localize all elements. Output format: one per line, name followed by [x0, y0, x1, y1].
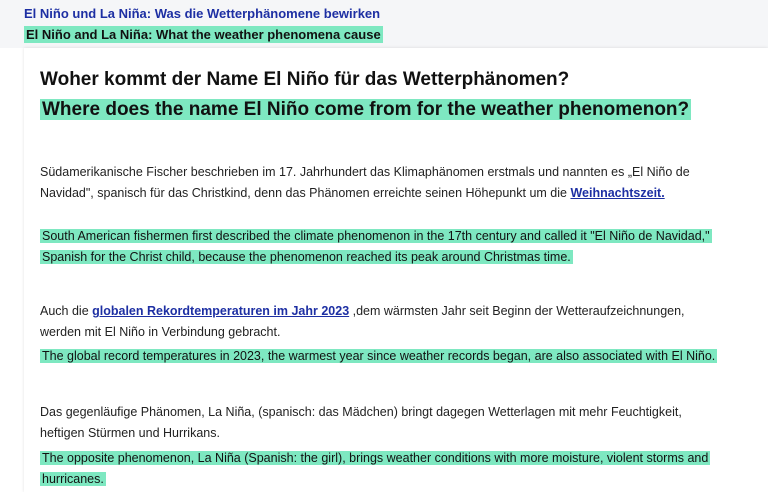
paragraph-1-text: Südamerikanische Fischer beschrieben im 17. Jahrhundert das Klimaphänomen erstmals und nannten es „El Niño de Navidad", spanisch für das Christkind, denn das Phänomen erreichte seinen Höhepunkt um die [40, 165, 690, 200]
page-title-german[interactable]: El Niño und La Niña: Was die Wetterphänomene bewirken [24, 6, 381, 21]
paragraph-1-german [40, 162, 720, 204]
paragraph-3-translation-text: The opposite phenomenon, La Niña (Spanish: the girl), brings weather conditions with more moisture, violent storms and hurricanes. [42, 451, 709, 486]
weihnachtszeit-link[interactable]: Weihnachtszeit. [570, 186, 665, 200]
paragraph-1-translation [40, 226, 720, 268]
heading-translation-text: Where does the name El Niño come from for the weather phenomenon? [42, 99, 690, 120]
paragraph-2-translation-text: The global record temperatures in 2023, the warmest year since weather records began, are also associated with El Niño. [42, 349, 716, 363]
paragraph-2-pre: Auch die [40, 304, 93, 318]
rekordtemperaturen-link[interactable]: globalen Rekordtemperaturen im Jahr 2023 [92, 304, 350, 318]
paragraph-2-german [40, 301, 720, 343]
paragraph-1-translation-text: South American fishermen first described the climate phenomenon in the 17th century and called it "El Niño de Navidad," Spanish for the Christ child, because the phenomenon reached its peak around Christmas time. [42, 229, 710, 264]
article-body [24, 48, 768, 492]
paragraph-3-translation [40, 448, 720, 490]
section-heading-german: Woher kommt der Name El Niño für das Wetterphänomen? [40, 69, 570, 90]
section-heading-translation [40, 98, 740, 122]
page-title-translation: El Niño and La Niña: What the weather phenomena cause [26, 27, 381, 42]
header-bar [0, 0, 768, 48]
paragraph-2-post: ,dem wärmsten Jahr seit Beginn der Wetteraufzeichnungen, werden mit El Niño in Verbindung gebracht. [40, 304, 685, 339]
paragraph-2-translation [40, 346, 720, 367]
paragraph-3-german: Das gegenläufige Phänomen, La Niña, (spanisch: das Mädchen) bringt dagegen Wetterlagen mit mehr Feuchtigkeit, heftigen Stürmen und Hurrikans. [40, 405, 682, 440]
